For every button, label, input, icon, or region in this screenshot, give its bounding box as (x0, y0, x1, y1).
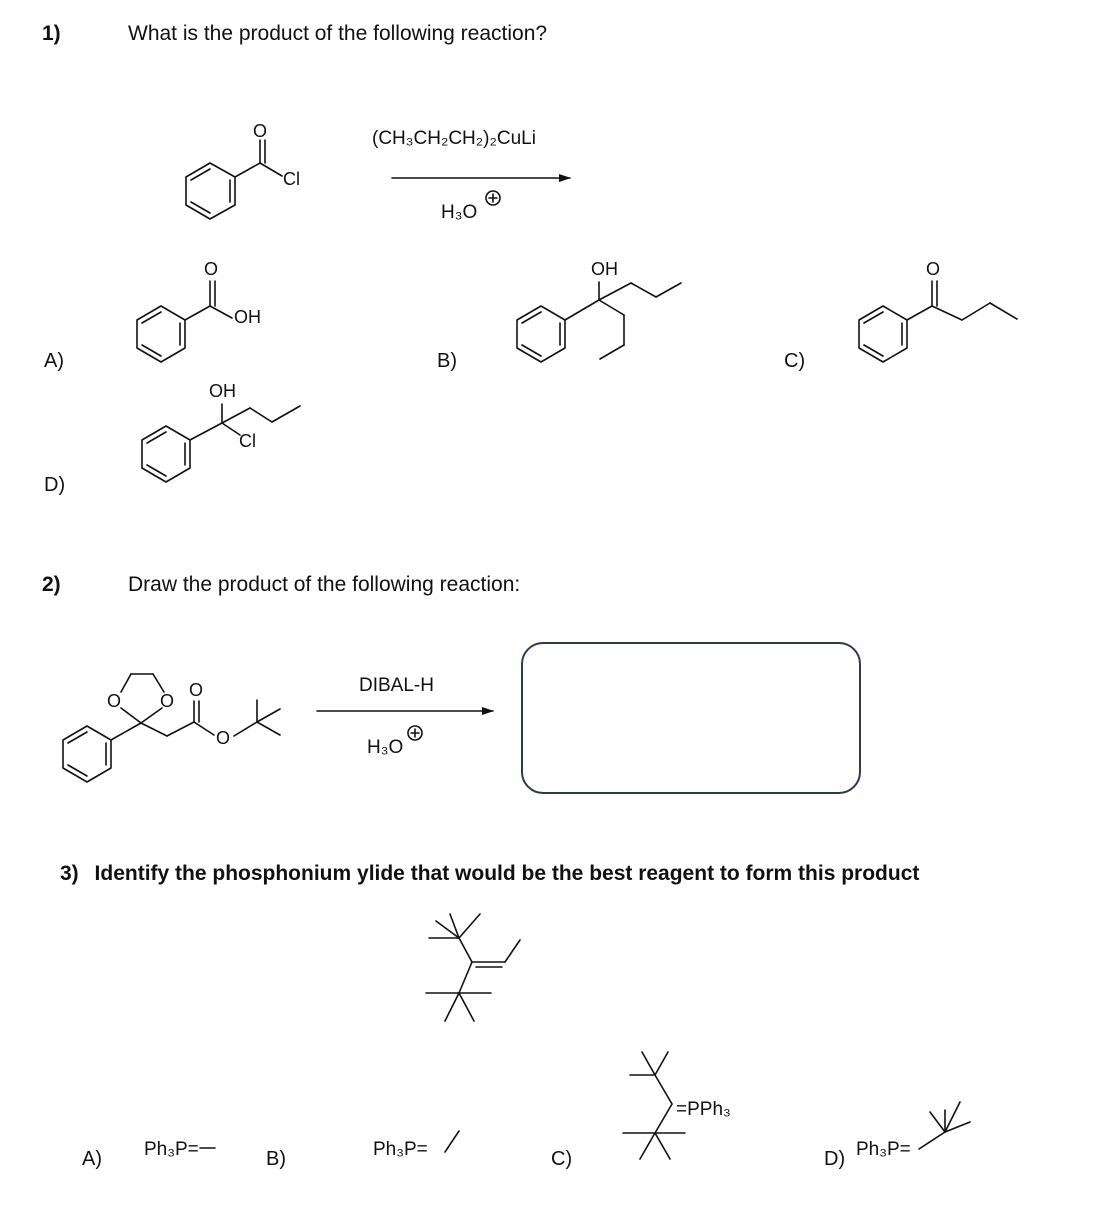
q3-option-d-label[interactable]: D) (824, 1148, 846, 1170)
q1-start-cl: Cl (283, 169, 300, 189)
q2-start-structure (63, 674, 280, 782)
q2-ester-carbonyl-o: O (189, 680, 204, 700)
q1-option-a-label[interactable]: A) (44, 350, 64, 372)
q2-reagent-h3o: H₃O (367, 737, 404, 758)
q1-reagent-cuprate: (CH₃CH₂CH₂)₂CuLi (372, 128, 536, 149)
q1-reagent-h3o: H₃O (441, 202, 478, 223)
q3-b-ylide-ph3p: Ph₃P= (373, 1139, 428, 1160)
q3-d-structure (919, 1102, 970, 1149)
q1-a-oh: OH (234, 307, 261, 327)
q3-option-c-label[interactable]: C) (551, 1148, 573, 1170)
q2-ester-o: O (216, 728, 231, 748)
question-1-number: 1) (42, 22, 61, 45)
q1-option-b-structure (517, 282, 681, 362)
q1-d-cl: Cl (239, 431, 256, 451)
question-2-prompt: Draw the product of the following reaction: (128, 573, 521, 596)
q1-option-b-label[interactable]: B) (437, 350, 457, 372)
q2-acetal-o-right: O (160, 691, 175, 711)
q3-target-alkene (426, 914, 520, 1021)
q1-start-carbonyl-o: O (253, 121, 268, 141)
q3-option-a-label[interactable]: A) (82, 1148, 102, 1170)
q1-option-c-structure (859, 281, 1017, 362)
question-3-prompt: Identify the phosphonium ylide that would be the best reagent to form this product (94, 862, 920, 885)
q3-a-ylide-ph3p: Ph₃P= (144, 1139, 199, 1160)
q3-c-structure (623, 1052, 685, 1159)
q2-acetal-o-left: O (107, 691, 122, 711)
q2-reagent-dibal: DIBAL-H (359, 675, 434, 696)
q1-b-oh: OH (591, 259, 618, 279)
q1-d-oh: OH (209, 381, 236, 401)
question-3-number: 3) (60, 862, 79, 885)
q1-option-d-structure (142, 404, 300, 482)
q1-a-carbonyl-o: O (204, 259, 219, 279)
q3-b-ylide-chain (445, 1131, 459, 1152)
question-1-prompt: What is the product of the following reaction? (128, 22, 548, 45)
q3-c-ylide-pph3: =PPh₃ (676, 1099, 731, 1120)
q1-option-c-label[interactable]: C) (784, 350, 806, 372)
q3-d-ylide-ph3p: Ph₃P= (856, 1139, 911, 1160)
q1-start-benzoyl-chloride (186, 140, 282, 219)
q1-option-d-label[interactable]: D) (44, 474, 66, 496)
q1-c-carbonyl-o: O (926, 259, 941, 279)
q1-option-a-structure (137, 281, 232, 362)
question-2-number: 2) (42, 573, 61, 596)
q3-option-b-label[interactable]: B) (266, 1148, 286, 1170)
